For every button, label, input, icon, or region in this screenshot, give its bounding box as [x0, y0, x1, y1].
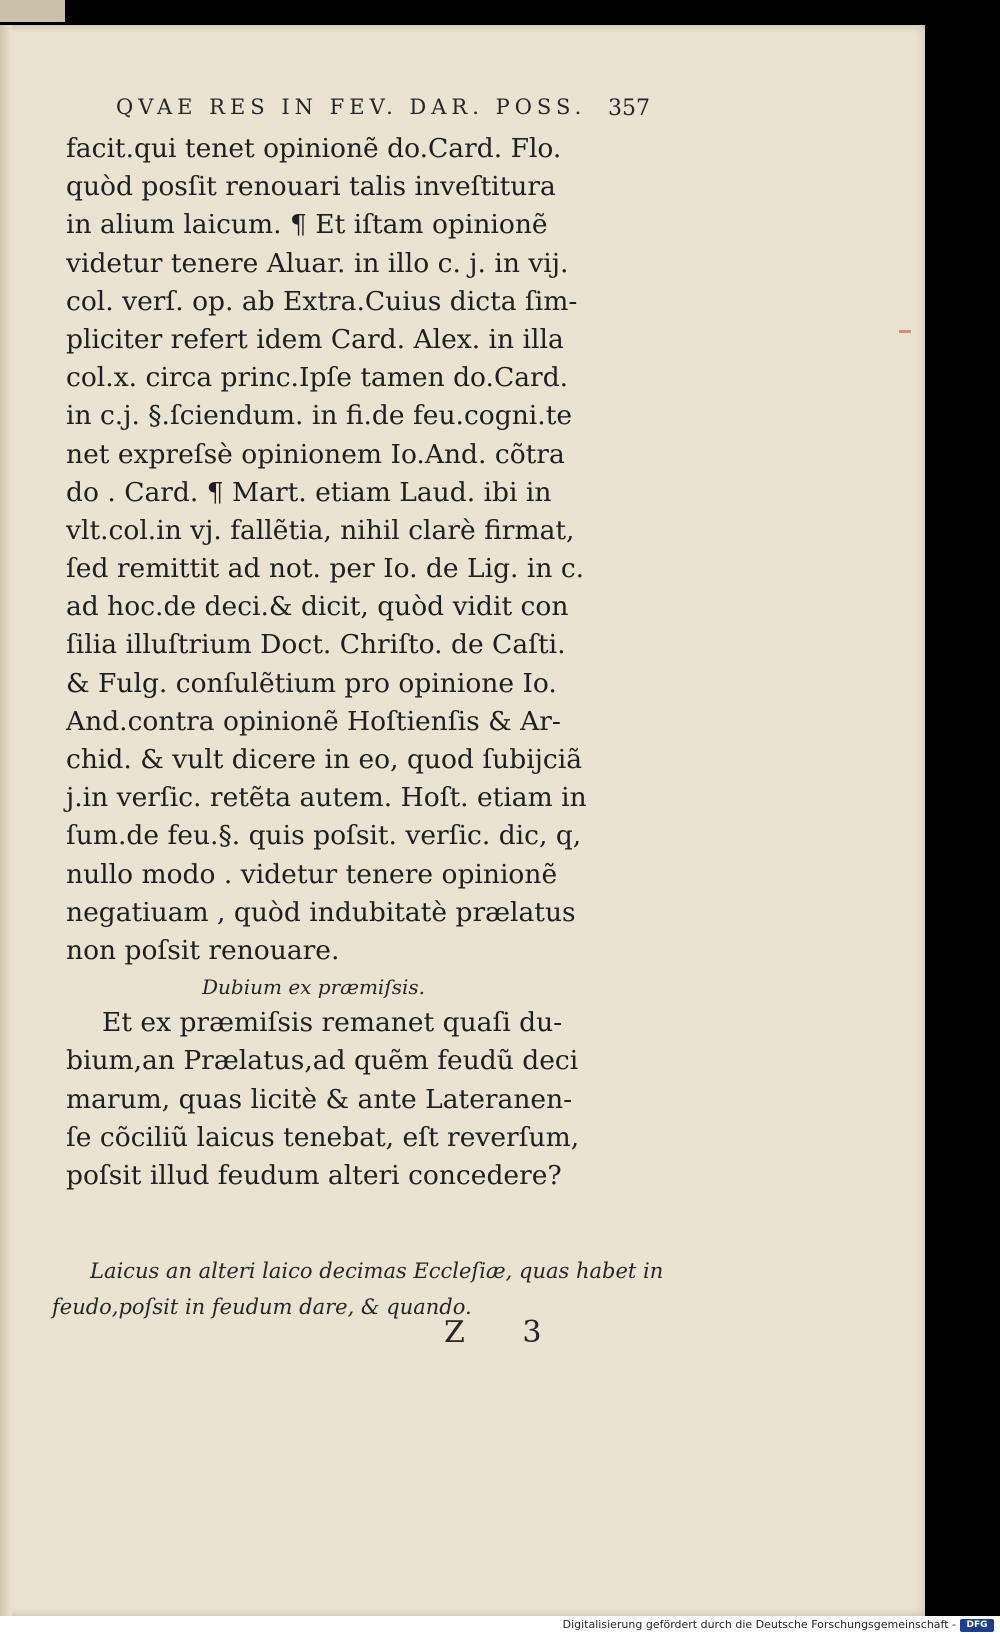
page-gutter-shadow	[0, 25, 12, 1616]
scan-corner-mark	[0, 0, 65, 22]
body-line: ſed remittit ad not. per Io. de Lig. in c.	[66, 553, 585, 585]
body-line: do . Card. ¶ Mart. etiam Laud. ibi in	[66, 476, 552, 508]
section-line: ſe cõciliũ laicus tenebat, eſt reverſum,	[66, 1121, 580, 1153]
footer-credit: Digitalisierung gefördert durch die Deutsche Forschungsgemeinschaft -	[562, 1618, 956, 1631]
running-title: QVAE RES IN FEV. DAR. POSS.	[116, 95, 587, 119]
body-text	[66, 130, 666, 1195]
body-line: in alium laicum. ¶ Et iſtam opinionẽ	[66, 209, 548, 241]
body-line: videtur tenere Aluar. in illo c. j. in vij.	[66, 247, 569, 279]
body-line: col.x. circa princ.Ipſe tamen do.Card.	[66, 362, 569, 394]
body-line: negatiuam , quòd indubitatè prælatus	[66, 896, 576, 928]
section-line: poſsit illud feudum alteri concedere?	[66, 1159, 562, 1191]
section-line: bium,an Prælatus,ad quẽm feudũ deci	[66, 1045, 579, 1077]
body-line: in c.j. §.ſciendum. in fi.de feu.cogni.te	[66, 400, 573, 432]
body-line: pliciter refert idem Card. Alex. in illa	[66, 323, 564, 355]
marginal-note-line: feudo,poſsit in feudum dare, & quando.	[52, 1295, 472, 1319]
body-line: ſum.de feu.§. quis poſsit. verſic. dic, q,	[66, 820, 582, 852]
body-line: net expreſsè opinionem Io.And. cõtra	[66, 438, 565, 470]
body-line: chid. & vult dicere in eo, quod ſubijciã	[66, 744, 582, 775]
page-stain	[899, 330, 911, 333]
page-number: 357	[608, 96, 650, 121]
body-line: nullo modo . videtur tenere opinionẽ	[66, 858, 558, 890]
body-line: & Fulg. conſulẽtium pro opinione Io.	[66, 667, 557, 699]
body-line: ſilia illuſtrium Doct. Chriſto. de Caſti.	[66, 629, 566, 661]
body-line: vlt.col.in vj. fallẽtia, nihil clarè firmat,	[66, 514, 575, 546]
scan-top-border	[0, 0, 1000, 24]
section-heading: Dubium ex præmiſsis.	[202, 975, 425, 1000]
body-line: quòd posſit renouari talis inveſtitura	[66, 171, 556, 203]
body-line: ad hoc.de deci.& dicit, quòd vidit con	[66, 591, 569, 623]
body-line: non poſsit renouare.	[66, 934, 340, 966]
body-line: col. verſ. op. ab Extra.Cuius dicta ſim-	[66, 285, 578, 317]
body-line: And.contra opinionẽ Hoſtienſis & Ar-	[66, 705, 561, 737]
section-line: Et ex præmiſsis remanet quaſi du-	[102, 1007, 563, 1039]
signature-mark: Z 3	[444, 1315, 566, 1350]
body-line: j.in verſic. retẽta autem. Hoſt. etiam in	[66, 782, 587, 814]
marginal-note-line: Laicus an alteri laico decimas Eccleſiæ, quas habet in	[90, 1259, 664, 1283]
body-line: facit.qui tenet opinionẽ do.Card. Flo.	[66, 133, 562, 164]
dfg-logo: DFG	[960, 1619, 994, 1632]
section-line: marum, quas licitè & ante Lateranen-	[66, 1083, 573, 1115]
